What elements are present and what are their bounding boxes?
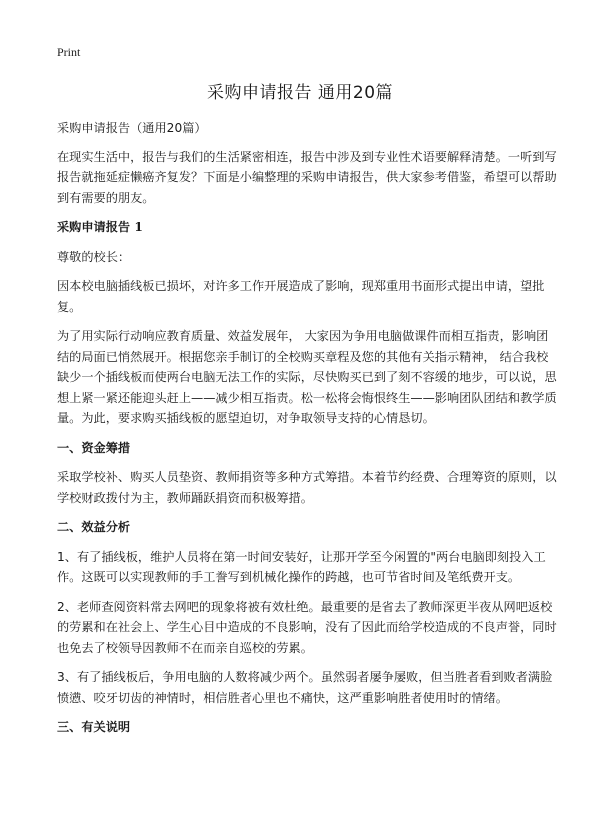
body-paragraph: 为了用实际行动响应教育质量、效益发展年， 大家因为争用电脑做课件而相互指责，影响团结的局面已悄然展开。根据您亲手制订的全校购买章程及您的其他有关指示精神， 结合我校缺少一个插线板而使两台电脑无法工作的实际，尽快购买已到了刻不容缓的地步，可以说，思想上紧一紧还能迎头赶上——减少相互指责。松一松将会悔恨终生——影响团队团结和教学质量。为此，要求购买插线板的愿望迫切，对争取领导支持的心情恳切。 (57, 329, 557, 425)
print-label: Print (57, 45, 81, 59)
section-heading: 三、有关说明 (57, 720, 131, 734)
list-item: 1、有了插线板，维护人员将在第一时间安装好，让那开学至今闲置的"两台电脑即刻投入工作。这既可以实现教师的手工誊写到机械化操作的跨越，也可节省时间及笔纸费开支。 (57, 549, 546, 584)
body-paragraph: 因本校电脑插线板已损坏，对许多工作开展造成了影响，现郑重用书面形式提出申请，望批复。 (57, 279, 545, 314)
page-title: 采购申请报告 通用20篇 (206, 83, 394, 103)
document-body (57, 118, 557, 747)
section-paragraph: 采取学校补、购买人员垫资、教师捐资等多种方式筹措。本着节约经费、合理筹资的原则，以学校财政拨付为主，教师踊跃捐资而积极筹措。 (57, 470, 557, 505)
list-item: 2、老师查阅资料常去网吧的现象将被有效杜绝。最重要的是省去了教师深更半夜从网吧返校的劳累和在社会上、学生心目中造成的不良影响，没有了因此而给学校造成的不良声誉，同时也免去了校领导因教师不在而亲自巡校的劳累。 (57, 599, 557, 655)
section-heading: 一、资金筹措 (57, 440, 131, 455)
section-heading: 二、效益分析 (57, 520, 131, 534)
intro-paragraph: 在现实生活中，报告与我们的生活紧密相连，报告中涉及到专业性术语要解释清楚。一听到写报告就拖延症懒癌齐复发？下面是小编整理的采购申请报告，供大家参考借鉴，希望可以帮助到有需要的朋友。 (57, 149, 557, 205)
list-item: 3、有了插线板后，争用电脑的人数将减少两个。虽然弱者屡争屡败，但当胜者看到败者满脸愤懑、咬牙切齿的神情时，相信胜者心里也不痛快，这严重影响胜者使用时的情绪。 (57, 670, 553, 705)
document-subtitle: 采购申请报告（通用20篇） (57, 121, 207, 135)
salutation: 尊敬的校长： (57, 249, 131, 264)
report-heading: 采购申请报告 1 (57, 220, 143, 234)
